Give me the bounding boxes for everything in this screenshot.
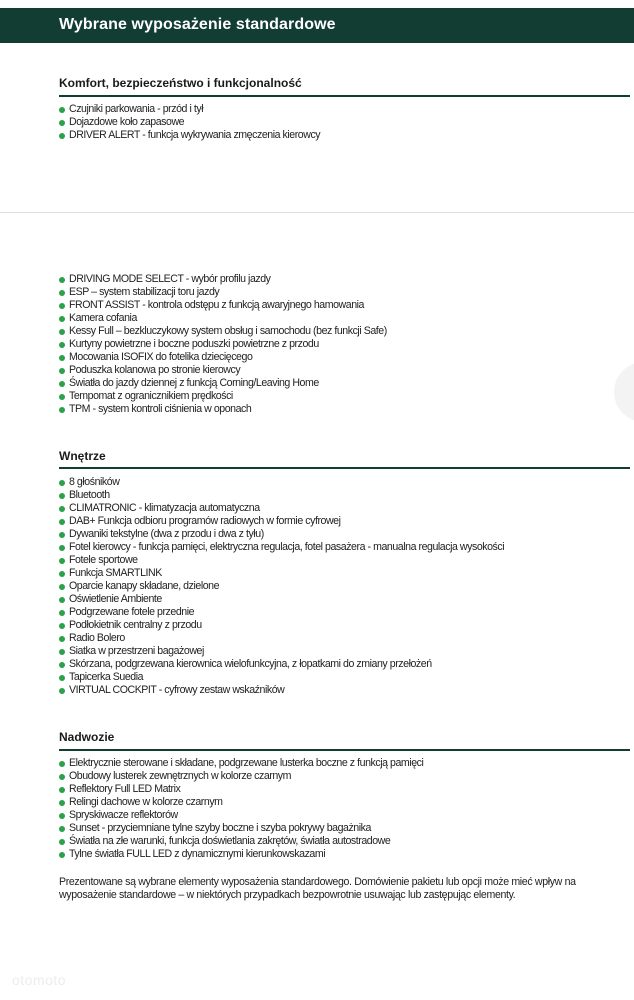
komfort-list — [59, 103, 629, 142]
list-item-text: Tapicerka Suedia — [69, 671, 144, 683]
nadwozie-list — [59, 757, 629, 861]
list-item — [59, 403, 629, 416]
list-item-text: Obudowy lusterek zewnętrznych w kolorze czarnym — [69, 770, 292, 782]
list-item-text: Funkcja SMARTLINK — [69, 567, 162, 579]
list-item — [59, 554, 629, 567]
list-item — [59, 273, 629, 286]
list-item-text: Relingi dachowe w kolorze czarnym — [69, 796, 223, 808]
list-item — [59, 783, 629, 796]
list-item-text: Siatka w przestrzeni bagażowej — [69, 645, 204, 657]
bullet-icon — [59, 688, 65, 694]
list-item — [59, 757, 629, 770]
bullet-icon — [59, 107, 65, 113]
bullet-icon — [59, 368, 65, 374]
list-item — [59, 671, 629, 684]
list-item-text: Światła na złe warunki, funkcja doświetlania zakrętów, światła autostradowe — [69, 835, 391, 847]
list-item — [59, 809, 629, 822]
list-item-text: ESP – system stabilizacji toru jazdy — [69, 286, 220, 298]
bullet-icon — [59, 774, 65, 780]
list-item-text: Bluetooth — [69, 489, 110, 501]
wnetrze-list — [59, 476, 629, 697]
list-item — [59, 580, 629, 593]
list-item — [59, 619, 629, 632]
list-item-text: Podłokietnik centralny z przodu — [69, 619, 202, 631]
list-item-text: Reflektory Full LED Matrix — [69, 783, 181, 795]
list-item — [59, 129, 629, 142]
section-divider — [59, 467, 630, 469]
list-item — [59, 528, 629, 541]
list-item-text: Kessy Full – bezkluczykowy system obsług i samochodu (bez funkcji Safe) — [69, 325, 387, 337]
list-item-text: Fotel kierowcy - funkcja pamięci, elektryczna regulacja, fotel pasażera - manualna regulacja wysokości — [69, 541, 505, 553]
list-item-text: VIRTUAL COCKPIT - cyfrowy zestaw wskaźników — [69, 684, 285, 696]
list-item — [59, 835, 629, 848]
bullet-icon — [59, 610, 65, 616]
bullet-icon — [59, 813, 65, 819]
bullet-icon — [59, 394, 65, 400]
list-item — [59, 822, 629, 835]
bullet-icon — [59, 761, 65, 767]
list-item-text: Tempomat z ogranicznikiem prędkości — [69, 390, 233, 402]
list-item-text: Sunset - przyciemniane tylne szyby boczne i szyba pokrywy bagażnika — [69, 822, 371, 834]
list-item — [59, 377, 629, 390]
bullet-icon — [59, 571, 65, 577]
bullet-icon — [59, 506, 65, 512]
list-item-text: Elektrycznie sterowane i składane, podgrzewane lusterka boczne z funkcją pamięci — [69, 757, 424, 769]
bullet-icon — [59, 636, 65, 642]
bullet-icon — [59, 355, 65, 361]
bullet-icon — [59, 277, 65, 283]
list-item — [59, 541, 629, 554]
list-item-text: Czujniki parkowania - przód i tył — [69, 103, 204, 115]
list-item-text: Światła do jazdy dziennej z funkcją Corning/Leaving Home — [69, 377, 319, 389]
list-item — [59, 645, 629, 658]
list-item — [59, 351, 629, 364]
disclaimer-note: Prezentowane są wybrane elementy wyposażenia standardowego. Domówienie pakietu lub opcji może mieć wpływ na wyposażenie standardowe – w niektórych przypadkach bezpowrotnie usuwając lub zastępując elementy. — [59, 876, 576, 901]
list-item-text: Podgrzewane fotele przednie — [69, 606, 195, 618]
bullet-icon — [59, 133, 65, 139]
list-item-text: Skórzana, podgrzewana kierownica wielofunkcyjna, z łopatkami do zmiany przełożeń — [69, 658, 432, 670]
bullet-icon — [59, 623, 65, 629]
list-item-text: Oświetlenie Ambiente — [69, 593, 162, 605]
section-divider — [59, 749, 630, 751]
bullet-icon — [59, 826, 65, 832]
bullet-icon — [59, 649, 65, 655]
list-item — [59, 299, 629, 312]
bullet-icon — [59, 316, 65, 322]
list-item-text: Mocowania ISOFIX do fotelika dziecięcego — [69, 351, 253, 363]
list-item — [59, 658, 629, 671]
section-title-wnetrze: Wnętrze — [59, 449, 106, 463]
bullet-icon — [59, 675, 65, 681]
bullet-icon — [59, 662, 65, 668]
list-item — [59, 364, 629, 377]
list-item — [59, 116, 629, 129]
list-item — [59, 286, 629, 299]
list-item — [59, 489, 629, 502]
list-item-text: 8 głośników — [69, 476, 120, 488]
list-item-text: Kamera cofania — [69, 312, 137, 324]
list-item — [59, 593, 629, 606]
list-item — [59, 515, 629, 528]
list-item — [59, 567, 629, 580]
list-item — [59, 103, 629, 116]
list-item-text: DRIVING MODE SELECT - wybór profilu jazdy — [69, 273, 271, 285]
bullet-icon — [59, 584, 65, 590]
bullet-icon — [59, 839, 65, 845]
list-item — [59, 606, 629, 619]
list-item-text: Dywaniki tekstylne (dwa z przodu i dwa z tyłu) — [69, 528, 264, 540]
page-title: Wybrane wyposażenie standardowe — [59, 16, 336, 33]
bullet-icon — [59, 787, 65, 793]
komfort-list-continued — [59, 273, 629, 416]
list-item — [59, 338, 629, 351]
bullet-icon — [59, 480, 65, 486]
list-item-text: DAB+ Funkcja odbioru programów radiowych w formie cyfrowej — [69, 515, 341, 527]
bullet-icon — [59, 342, 65, 348]
bullet-icon — [59, 545, 65, 551]
bullet-icon — [59, 120, 65, 126]
list-item — [59, 684, 629, 697]
section-title-nadwozie: Nadwozie — [59, 730, 115, 744]
page-break — [0, 212, 634, 213]
list-item — [59, 312, 629, 325]
list-item-text: TPM - system kontroli ciśnienia w oponach — [69, 403, 252, 415]
list-item — [59, 632, 629, 645]
list-item-text: FRONT ASSIST - kontrola odstępu z funkcją awaryjnego hamowania — [69, 299, 364, 311]
page-header — [0, 8, 634, 43]
list-item-text: Poduszka kolanowa po stronie kierowcy — [69, 364, 241, 376]
list-item — [59, 848, 629, 861]
bullet-icon — [59, 800, 65, 806]
bullet-icon — [59, 519, 65, 525]
list-item — [59, 476, 629, 489]
bullet-icon — [59, 407, 65, 413]
list-item — [59, 796, 629, 809]
list-item — [59, 325, 629, 338]
bullet-icon — [59, 852, 65, 858]
bullet-icon — [59, 532, 65, 538]
bullet-icon — [59, 558, 65, 564]
list-item-text: Tylne światła FULL LED z dynamicznymi kierunkowskazami — [69, 848, 326, 860]
section-title-komfort: Komfort, bezpieczeństwo i funkcjonalność — [59, 76, 302, 90]
bullet-icon — [59, 597, 65, 603]
bullet-icon — [59, 290, 65, 296]
list-item-text: Kurtyny powietrzne i boczne poduszki powietrzne z przodu — [69, 338, 319, 350]
list-item-text: Oparcie kanapy składane, dzielone — [69, 580, 220, 592]
bullet-icon — [59, 381, 65, 387]
list-item — [59, 770, 629, 783]
list-item-text: CLIMATRONIC - klimatyzacja automatyczna — [69, 502, 260, 514]
bullet-icon — [59, 329, 65, 335]
section-divider — [59, 95, 630, 97]
list-item-text: Spryskiwacze reflektorów — [69, 809, 178, 821]
bullet-icon — [59, 493, 65, 499]
list-item-text: Fotele sportowe — [69, 554, 138, 566]
list-item — [59, 390, 629, 403]
watermark-logo: otomoto — [12, 972, 67, 988]
bullet-icon — [59, 303, 65, 309]
list-item-text: Radio Bolero — [69, 632, 125, 644]
list-item-text: DRIVER ALERT - funkcja wykrywania zmęczenia kierowcy — [69, 129, 321, 141]
list-item — [59, 502, 629, 515]
list-item-text: Dojazdowe koło zapasowe — [69, 116, 185, 128]
